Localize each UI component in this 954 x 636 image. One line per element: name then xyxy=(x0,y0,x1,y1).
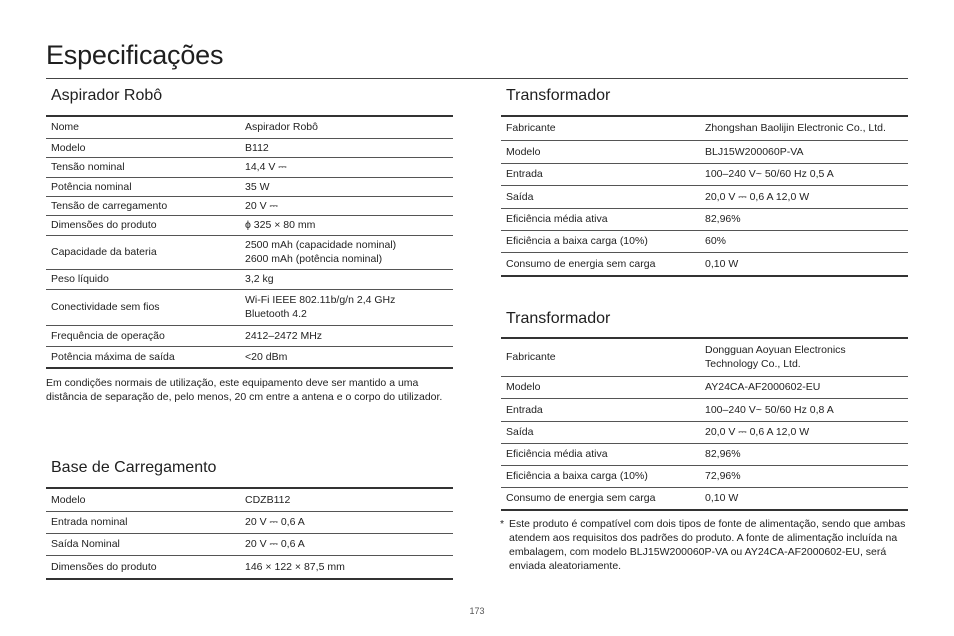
table-row xyxy=(46,346,453,368)
spec-label: Consumo de energia sem carga xyxy=(506,257,656,270)
table-row xyxy=(501,338,908,376)
spec-value: 20,0 V ⎓ 0,6 A 12,0 W xyxy=(705,426,810,438)
spec-label: Modelo xyxy=(51,141,86,154)
table-row xyxy=(501,230,908,252)
dock-section-title: Base de Carregamento xyxy=(51,459,217,476)
table-row xyxy=(46,196,453,215)
spec-value: 2412–2472 MHz xyxy=(245,329,323,342)
spec-value: BLJ15W200060P-VA xyxy=(705,145,804,158)
table-row xyxy=(501,421,908,443)
spec-label: Saída xyxy=(506,426,534,438)
table-row xyxy=(501,398,908,421)
spec-value: Wi-Fi IEEE 802.11b/g/n 2,4 GHz Bluetooth 4.2 xyxy=(245,294,396,320)
spec-value: 146 × 122 × 87,5 mm xyxy=(245,560,345,573)
spec-value: Zhongshan Baolijin Electronic Co., Ltd. xyxy=(705,122,886,135)
footnote-text: Este produto é compatível com dois tipos de fonte de alimentação, sendo que ambas atendem aos requisitos dos padrões do produto. A fonte de alimentação incluída na embalagem, com modelo BLJ15W200060P-VA ou AY24CA-AF2000602-EU, será enviada aleatoriamente. xyxy=(509,518,906,572)
spec-value: Dongguan Aoyuan Electronics Technology Co., Ltd. xyxy=(705,344,846,371)
spec-label: Modelo xyxy=(506,381,541,393)
spec-value: 100–240 V~ 50/60 Hz 0,8 A xyxy=(705,403,834,416)
spec-label: Entrada xyxy=(506,168,543,180)
table-row xyxy=(46,116,453,138)
spec-value: 82,96% xyxy=(705,448,741,460)
table-row xyxy=(501,163,908,185)
spec-value: 0,10 W xyxy=(705,492,739,505)
spec-label: Capacidade da bateria xyxy=(51,246,157,258)
transformer2-section-title: Transformador xyxy=(506,310,611,327)
table-row xyxy=(46,138,453,157)
spec-value: B112 xyxy=(245,141,269,154)
spec-label: Tensão de carregamento xyxy=(51,199,168,212)
spec-label: Modelo xyxy=(506,145,541,158)
spec-label: Modelo xyxy=(51,493,86,506)
spec-value: 20 V ⎓ 0,6 A xyxy=(245,516,305,528)
table-row xyxy=(501,208,908,230)
spec-value: 20 V ⎓ 0,6 A xyxy=(245,538,305,550)
table-row xyxy=(46,555,453,579)
spec-value: ϕ 325 × 80 mm xyxy=(245,219,316,231)
spec-label: Eficiência a baixa carga (10%) xyxy=(506,235,648,247)
spec-label: Eficiência a baixa carga (10%) xyxy=(506,470,648,482)
transformer1-spec-table xyxy=(501,115,908,277)
spec-label: Saída xyxy=(506,190,534,203)
spec-label: Dimensões do produto xyxy=(51,560,157,573)
table-row xyxy=(46,177,453,196)
spec-value: 60% xyxy=(705,235,727,247)
page-title: Especificações xyxy=(46,40,224,70)
spec-label: Saída Nominal xyxy=(51,538,120,550)
spec-label: Entrada xyxy=(506,403,543,416)
dock-spec-table xyxy=(46,487,453,580)
spec-label: Eficiência média ativa xyxy=(506,448,608,460)
table-row xyxy=(46,269,453,289)
robot-spec-table xyxy=(46,115,453,369)
spec-label: Frequência de operação xyxy=(51,329,165,342)
table-row xyxy=(46,533,453,555)
table-row xyxy=(46,511,453,533)
table-row xyxy=(501,487,908,510)
spec-label: Conectividade sem fios xyxy=(51,301,160,313)
table-row xyxy=(46,215,453,235)
table-row xyxy=(46,488,453,511)
spec-label: Tensão nominal xyxy=(51,161,125,173)
spec-label: Fabricante xyxy=(506,351,556,364)
page-number: 173 xyxy=(469,606,485,616)
spec-label: Fabricante xyxy=(506,122,556,135)
table-row xyxy=(46,235,453,269)
transformer1-section-title: Transformador xyxy=(506,87,611,104)
spec-value: 100–240 V~ 50/60 Hz 0,5 A xyxy=(705,168,834,180)
table-row xyxy=(46,289,453,325)
spec-value: AY24CA-AF2000602-EU xyxy=(705,381,821,393)
spec-label: Peso líquido xyxy=(51,273,109,285)
spec-label: Consumo de energia sem carga xyxy=(506,492,656,505)
table-row xyxy=(501,185,908,208)
spec-value: 35 W xyxy=(245,180,270,193)
title-divider xyxy=(46,78,908,79)
table-row xyxy=(501,252,908,276)
spec-value: 2500 mAh (capacidade nominal) 2600 mAh (potência nominal) xyxy=(245,239,397,265)
spec-value: CDZB112 xyxy=(245,493,291,506)
table-row xyxy=(501,443,908,465)
spec-value: 14,4 V ⎓ xyxy=(245,161,287,173)
spec-value: 72,96% xyxy=(705,470,741,482)
spec-label: Entrada nominal xyxy=(51,516,128,528)
spec-value: 20 V ⎓ xyxy=(245,199,278,212)
antenna-distance-note: Em condições normais de utilização, este equipamento deve ser mantido a uma distância de separação de, pelo menos, 20 cm entre a antena e o corpo do utilizador. xyxy=(46,377,443,403)
spec-value: 3,2 kg xyxy=(245,273,274,285)
footnote-marker: * xyxy=(500,518,505,530)
table-row xyxy=(501,465,908,487)
table-row xyxy=(501,140,908,163)
table-row xyxy=(501,376,908,398)
power-supply-footnote xyxy=(500,517,908,573)
spec-label: Potência máxima de saída xyxy=(51,350,175,363)
spec-value: 82,96% xyxy=(705,213,741,225)
spec-value: 20,0 V ⎓ 0,6 A 12,0 W xyxy=(705,190,810,203)
spec-value: Aspirador Robô xyxy=(245,121,318,134)
spec-label: Dimensões do produto xyxy=(51,219,157,231)
spec-label: Nome xyxy=(51,121,80,134)
spec-label: Potência nominal xyxy=(51,180,132,193)
spec-value: <20 dBm xyxy=(245,350,288,363)
spec-label: Eficiência média ativa xyxy=(506,213,608,225)
transformer2-spec-table xyxy=(501,337,908,511)
robot-section-title: Aspirador Robô xyxy=(51,87,163,104)
table-row xyxy=(46,157,453,177)
spec-value: 0,10 W xyxy=(705,257,739,270)
table-row xyxy=(501,116,908,140)
table-row xyxy=(46,325,453,346)
